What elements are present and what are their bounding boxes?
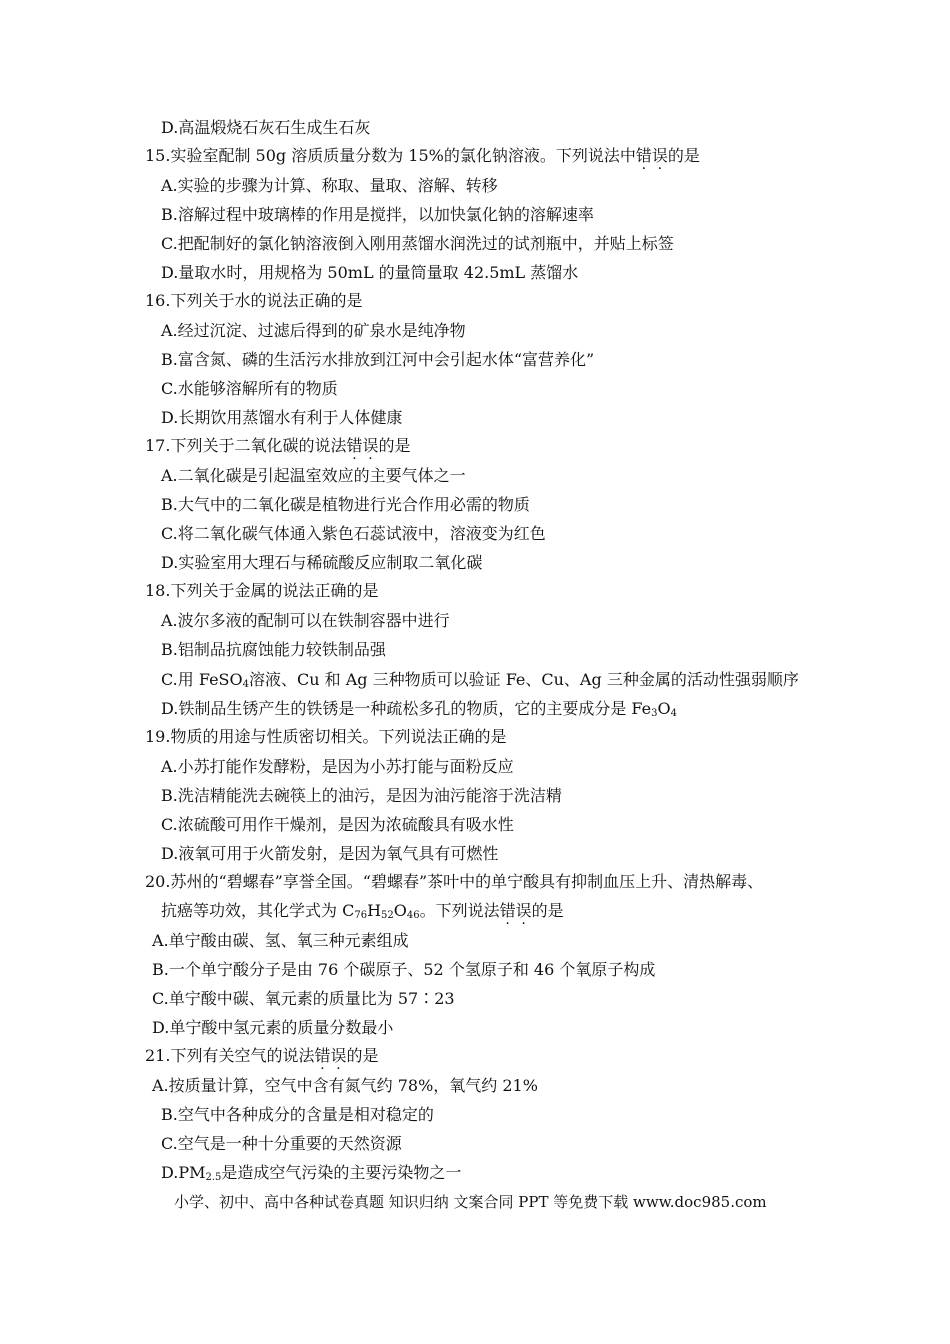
subscript: 4: [242, 679, 249, 690]
subscript: 3: [651, 708, 658, 719]
q17-emphasis-char: 错: [346, 436, 363, 455]
q15-stem-text: 15.实验室配制 50g 溶质质量分数为 15%的氯化钠溶液。下列说法中: [145, 146, 636, 165]
subscript: 52: [381, 910, 394, 921]
q17-option-b: B.大气中的二氧化碳是植物进行光合作用必需的物质: [161, 495, 530, 514]
q19-option-d: D.液氧可用于火箭发射，是因为氧气具有可燃性: [161, 844, 499, 863]
q18-option-d: [161, 698, 677, 720]
q15-option-d: D.量取水时，用规格为 50mL 的量筒量取 42.5mL 蒸馏水: [161, 263, 579, 282]
q21-option-b: B.空气中各种成分的含量是相对稳定的: [161, 1105, 434, 1124]
q21-stem: [145, 1045, 379, 1067]
q15-option-b: B.溶解过程中玻璃棒的作用是搅拌，以加快氯化钠的溶解速率: [161, 205, 594, 224]
q20-option-b: B.一个单宁酸分子是由 76 个碳原子、52 个氢原子和 46 个氧原子构成: [152, 960, 656, 979]
q18-option-a: A.波尔多液的配制可以在铁制容器中进行: [161, 611, 450, 630]
formula-element: O: [657, 699, 671, 718]
q19-stem: 19.物质的用途与性质密切相关。下列说法正确的是: [145, 727, 507, 746]
q17-stem-end: 的是: [378, 436, 411, 455]
q16-option-d: D.长期饮用蒸馏水有利于人体健康: [161, 408, 403, 427]
q21-option-d: [161, 1162, 461, 1184]
q16-option-b: B.富含氮、磷的生活污水排放到江河中会引起水体“富营养化”: [161, 350, 595, 369]
q15-stem: [145, 145, 700, 167]
formula-element: H: [367, 901, 382, 920]
q21-option-d-text-end: 是造成空气污染的主要污染物之一: [221, 1163, 462, 1182]
q17-stem-text: 17.下列关于二氧化碳的说法: [145, 436, 347, 455]
q20-option-a: A.单宁酸由碳、氢、氧三种元素组成: [152, 931, 409, 950]
q16-option-a: A.经过沉淀、过滤后得到的矿泉水是纯净物: [161, 321, 466, 340]
q17-option-a: A.二氧化碳是引起温室效应的主要气体之一: [161, 466, 466, 485]
q19-option-b: B.洗洁精能洗去碗筷上的油污，是因为油污能溶于洗洁精: [161, 786, 562, 805]
q17-emphasis-char: 误: [362, 436, 379, 455]
q20-stem-text-mid: 。下列说法: [419, 901, 500, 920]
q18-option-c-text: C.用 FeSO: [161, 670, 243, 689]
q20-stem-end: 的是: [531, 901, 564, 920]
q20-stem-text: 抗癌等功效，其化学式为 C: [161, 901, 355, 920]
q18-option-c-text-end: 溶液、Cu 和 Ag 三种物质可以验证 Fe、Cu、Ag 三种金属的活动性强弱顺序: [249, 670, 799, 689]
subscript: 76: [354, 910, 368, 921]
q15-stem-end: 的是: [667, 146, 700, 165]
q17-option-c: C.将二氧化碳气体通入紫色石蕊试液中，溶液变为红色: [161, 524, 546, 543]
q15-emphasis-char: 误: [651, 146, 668, 165]
q21-option-c: C.空气是一种十分重要的天然资源: [161, 1134, 402, 1153]
q20-stem-line2: [161, 900, 564, 922]
q21-stem-end: 的是: [346, 1046, 379, 1065]
formula-element: O: [393, 901, 407, 920]
q19-option-c: C.浓硫酸可用作干燥剂，是因为浓硫酸具有吸水性: [161, 815, 514, 834]
q21-stem-text: 21.下列有关空气的说法: [145, 1046, 315, 1065]
q21-option-d-text: D.PM: [161, 1163, 206, 1182]
q20-option-c: C.单宁酸中碳、氧元素的质量比为 57∶23: [152, 989, 455, 1008]
q21-emphasis-char: 错: [314, 1046, 331, 1065]
q17-stem: [145, 435, 411, 457]
q18-option-b: B.铝制品抗腐蚀能力较铁制品强: [161, 640, 386, 659]
q16-option-c: C.水能够溶解所有的物质: [161, 379, 338, 398]
q15-option-a: A.实验的步骤为计算、称取、量取、溶解、转移: [161, 176, 498, 195]
q20-stem-line1: 20.苏州的“碧螺春”享誉全国。“碧螺春”茶叶中的单宁酸具有抑制血压上升、清热解毒、: [145, 872, 764, 891]
q18-stem: 18.下列关于金属的说法正确的是: [145, 581, 379, 600]
subscript: 4: [670, 708, 678, 719]
q15-emphasis-char: 错: [635, 146, 652, 165]
q18-option-d-text: D.铁制品生锈产生的铁锈是一种疏松多孔的物质，它的主要成分是 Fe: [161, 699, 652, 718]
q20-option-d: D.单宁酸中氢元素的质量分数最小: [152, 1018, 394, 1037]
q17-option-d: D.实验室用大理石与稀硫酸反应制取二氧化碳: [161, 553, 483, 572]
q20-emphasis-char: 错: [499, 901, 516, 920]
q16-stem: 16.下列关于水的说法正确的是: [145, 291, 363, 310]
q14-option-d: D.高温煅烧石灰石生成生石灰: [161, 118, 371, 137]
q18-option-c: [161, 669, 799, 691]
q19-option-a: A.小苏打能作发酵粉，是因为小苏打能与面粉反应: [161, 757, 514, 776]
q15-option-c: C.把配制好的氯化钠溶液倒入刚用蒸馏水润洗过的试剂瓶中，并贴上标签: [161, 234, 674, 253]
subscript: 46: [406, 910, 420, 921]
footer-promo: 小学、初中、高中各种试卷真题 知识归纳 文案合同 PPT 等免费下载 www.doc985.com: [174, 1193, 767, 1211]
q21-emphasis-char: 误: [330, 1046, 347, 1065]
q21-option-a: A.按质量计算，空气中含有氮气约 78%，氧气约 21%: [152, 1076, 538, 1095]
subscript: 2.5: [205, 1172, 222, 1183]
q20-emphasis-char: 误: [515, 901, 532, 920]
